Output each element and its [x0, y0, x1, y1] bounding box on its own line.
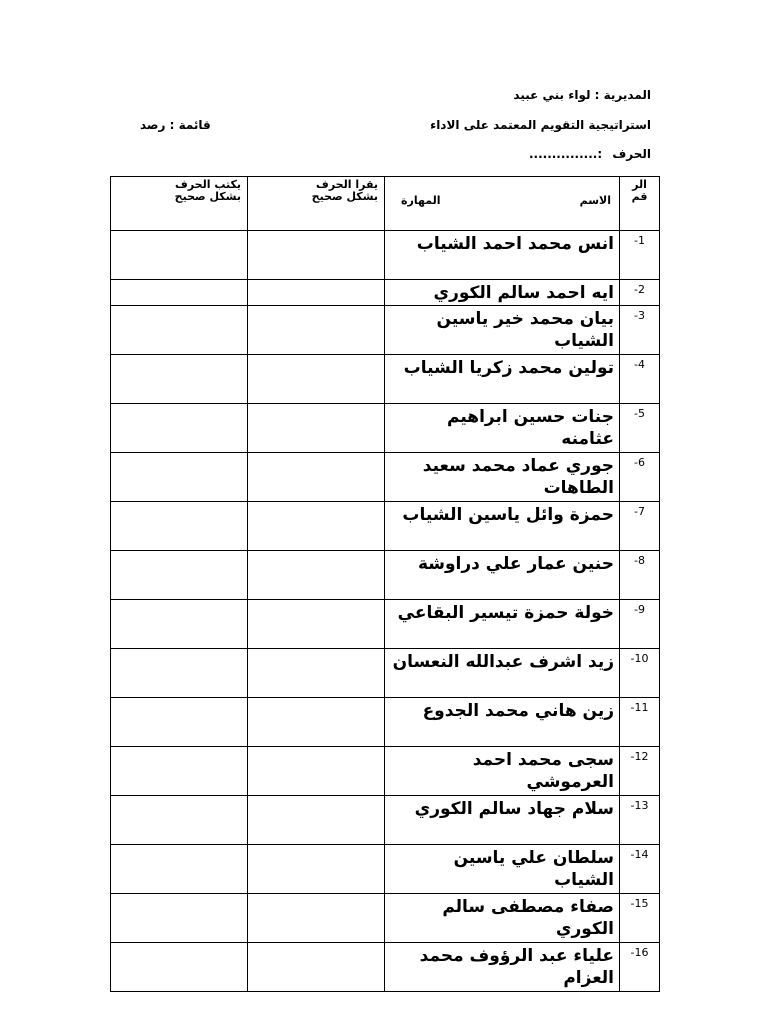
row-number: -7 [620, 502, 660, 551]
student-name: زيد اشرف عبدالله النعسان [385, 649, 620, 698]
student-name: تولين محمد زكريا الشياب [385, 355, 620, 404]
header-writes-line2: بشكل صحيح [174, 190, 241, 203]
student-name: سلطان علي ياسين الشياب [385, 845, 620, 894]
reads-cell[interactable] [248, 453, 385, 502]
student-name: زين هاني محمد الجدوع [385, 698, 620, 747]
reads-cell[interactable] [248, 698, 385, 747]
header-number-line1: الر [632, 178, 647, 191]
reads-cell[interactable] [248, 551, 385, 600]
student-name: جنات حسين ابراهيم عثامنه [385, 404, 620, 453]
student-name: انس محمد احمد الشياب [385, 231, 620, 280]
student-name: حمزة وائل ياسين الشياب [385, 502, 620, 551]
table-row [111, 943, 660, 992]
strategy-line: استراتيجية التقويم المعتمد على الاداء [430, 118, 651, 132]
writes-cell[interactable] [111, 502, 248, 551]
table-header-row [111, 177, 660, 231]
reads-cell[interactable] [248, 747, 385, 796]
header-writes-letter [111, 177, 248, 231]
writes-cell[interactable] [111, 355, 248, 404]
header-skill-label: المهارة [401, 194, 441, 207]
header-reads-line1: يقرا الحرف [316, 178, 378, 191]
reads-cell[interactable] [248, 796, 385, 845]
table-row [111, 796, 660, 845]
row-number: -12 [620, 747, 660, 796]
table-row [111, 551, 660, 600]
header-reads-line2: بشكل صحيح [311, 190, 378, 203]
table-row [111, 355, 660, 404]
header-number-line2: قم [631, 190, 648, 203]
table-row [111, 698, 660, 747]
student-name: سجى محمد احمد العرموشي [385, 747, 620, 796]
reads-cell[interactable] [248, 404, 385, 453]
student-name: صفاء مصطفى سالم الكوري [385, 894, 620, 943]
student-name: جوري عماد محمد سعيد الطاهات [385, 453, 620, 502]
table-body [111, 231, 660, 992]
writes-cell[interactable] [111, 453, 248, 502]
assessment-table [110, 176, 660, 992]
table-row [111, 404, 660, 453]
table-row [111, 231, 660, 280]
row-number: -13 [620, 796, 660, 845]
table-row [111, 453, 660, 502]
student-name: خولة حمزة تيسير البقاعي [385, 600, 620, 649]
header-writes-line1: يكتب الحرف [175, 178, 241, 191]
row-number: -3 [620, 306, 660, 355]
reads-cell[interactable] [248, 649, 385, 698]
writes-cell[interactable] [111, 551, 248, 600]
writes-cell[interactable] [111, 698, 248, 747]
list-type-line: قائمة : رصد [140, 118, 211, 132]
row-number: -6 [620, 453, 660, 502]
header-name-label: الاسم [579, 194, 611, 207]
writes-cell[interactable] [111, 649, 248, 698]
writes-cell[interactable] [111, 747, 248, 796]
header-name-skill [385, 177, 620, 231]
row-number: -10 [620, 649, 660, 698]
writes-cell[interactable] [111, 796, 248, 845]
reads-cell[interactable] [248, 280, 385, 306]
directorate-line: المديرية : لواء بني عبيد [513, 88, 651, 102]
table-row [111, 600, 660, 649]
row-number: -2 [620, 280, 660, 306]
reads-cell[interactable] [248, 306, 385, 355]
reads-cell[interactable] [248, 502, 385, 551]
writes-cell[interactable] [111, 845, 248, 894]
student-name: بيان محمد خير ياسين الشياب [385, 306, 620, 355]
table-row [111, 747, 660, 796]
header-number [620, 177, 660, 231]
row-number: -11 [620, 698, 660, 747]
writes-cell[interactable] [111, 280, 248, 306]
letter-dots: :............... [528, 147, 603, 161]
table-row [111, 845, 660, 894]
student-name: ايه احمد سالم الكوري [385, 280, 620, 306]
row-number: -9 [620, 600, 660, 649]
letter-line [529, 147, 651, 161]
row-number: -15 [620, 894, 660, 943]
writes-cell[interactable] [111, 943, 248, 992]
reads-cell[interactable] [248, 355, 385, 404]
writes-cell[interactable] [111, 404, 248, 453]
student-name: حنين عمار علي دراوشة [385, 551, 620, 600]
row-number: -16 [620, 943, 660, 992]
header-reads-letter [248, 177, 385, 231]
reads-cell[interactable] [248, 231, 385, 280]
student-name: علياء عبد الرؤوف محمد العزام [385, 943, 620, 992]
row-number: -4 [620, 355, 660, 404]
table-row [111, 306, 660, 355]
student-name: سلام جهاد سالم الكوري [385, 796, 620, 845]
table-row [111, 280, 660, 306]
row-number: -5 [620, 404, 660, 453]
reads-cell[interactable] [248, 894, 385, 943]
table-row [111, 502, 660, 551]
table-row [111, 649, 660, 698]
row-number: -14 [620, 845, 660, 894]
row-number: -1 [620, 231, 660, 280]
reads-cell[interactable] [248, 845, 385, 894]
table-row [111, 894, 660, 943]
writes-cell[interactable] [111, 894, 248, 943]
writes-cell[interactable] [111, 231, 248, 280]
reads-cell[interactable] [248, 600, 385, 649]
letter-label: الحرف [612, 147, 651, 161]
reads-cell[interactable] [248, 943, 385, 992]
writes-cell[interactable] [111, 306, 248, 355]
row-number: -8 [620, 551, 660, 600]
writes-cell[interactable] [111, 600, 248, 649]
